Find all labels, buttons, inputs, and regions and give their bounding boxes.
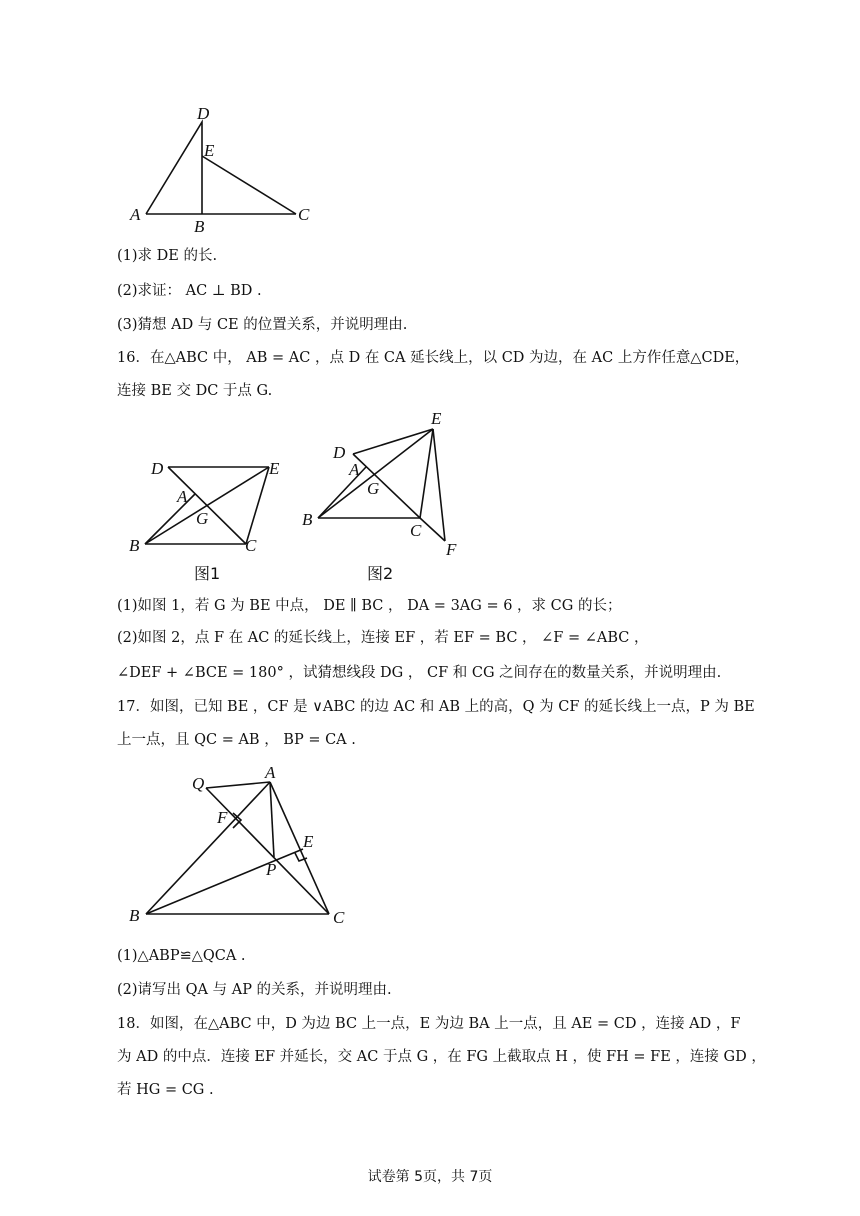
fig16b-segment-CE	[420, 429, 433, 518]
fig16b-segment-DE	[353, 429, 433, 454]
fig17-label-F: F	[217, 808, 228, 827]
fig15-label-D: D	[197, 104, 210, 123]
figure-q16-2	[300, 405, 470, 585]
fig17-segment-QC	[206, 788, 329, 914]
q16-part2-line1: (2)如图 2，点 F 在 AC 的延长线上，连接 EF ，若 EF = BC ， ∠F = ∠ABC ，	[117, 630, 649, 646]
fig16b-label-B: B	[302, 510, 313, 529]
fig17-segment-BE	[146, 849, 303, 914]
figure-q15	[120, 100, 330, 240]
q15-part1: (1)求 DE 的长.	[117, 248, 218, 264]
fig17-segment-AP	[270, 782, 274, 857]
page-footer: 试卷第 5页，共 7页	[367, 1169, 493, 1185]
fig16b-segment-EF	[433, 429, 445, 541]
fig16b-label-C: C	[410, 521, 422, 540]
q16-part1: (1)如图 1，若 G 为 BE 中点， DE ∥ BC ， DA = 3AG = 6 ，求 CG 的长；	[117, 598, 622, 614]
q15-part3: (3)猜想 AD 与 CE 的位置关系，并说明理由.	[117, 317, 408, 333]
fig17-label-C: C	[333, 908, 345, 927]
fig16b-segment-DC	[353, 454, 420, 518]
fig17-label-Q: Q	[192, 774, 205, 793]
q16-part2-line2: ∠DEF + ∠BCE = 180° ，试猜想线段 DG ， CF 和 CG 之间存在的数量关系，并说明理由.	[117, 665, 722, 681]
fig16a-segment-BE	[145, 467, 269, 544]
fig15-label-B: B	[194, 217, 205, 236]
fig15-label-C: C	[298, 205, 310, 224]
figure-q17	[125, 762, 355, 932]
fig16b-label-F: F	[446, 540, 457, 559]
fig17-segment-AB	[146, 782, 270, 914]
fig15-segment-ADB	[146, 122, 202, 214]
fig16b-label-D: D	[333, 443, 346, 462]
q18-line1: 18．如图，在△ABC 中，D 为边 BC 上一点，E 为边 BA 上一点，且 AE = CD ，连接 AD ，F	[117, 1016, 741, 1032]
fig16a-caption: 图1	[194, 564, 221, 583]
q17-stem-line1: 17．如图，已知 BE ，CF 是 ∨ABC 的边 AC 和 AB 上的高，Q 为 CF 的延长线上一点，P 为 BE	[117, 699, 755, 715]
fig16b-label-G: G	[367, 479, 380, 498]
fig16a-label-C: C	[245, 536, 257, 555]
q18-line2: 为 AD 的中点．连接 EF 并延长，交 AC 于点 G ，在 FG 上截取点 H ，使 FH = FE ，连接 GD ，	[117, 1049, 766, 1065]
fig16a-segment-BA	[145, 494, 195, 544]
fig16a-label-D: D	[151, 459, 164, 478]
figure-q16-1	[125, 455, 295, 585]
q16-stem-line1: 16．在△ABC 中， AB = AC ，点 D 在 CA 延长线上，以 CD 为边，在 AC 上方作任意△CDE，	[117, 350, 750, 366]
fig16b-caption: 图2	[367, 564, 394, 583]
fig15-label-E: E	[204, 141, 215, 160]
q17-part2: (2)请写出 QA 与 AP 的关系，并说明理由.	[117, 982, 392, 998]
q18-line3: 若 HG = CG .	[117, 1082, 214, 1098]
q15-part2: (2)求证： AC ⊥ BD .	[117, 283, 262, 299]
q17-stem-line2: 上一点，且 QC = AB ， BP = CA .	[117, 732, 356, 748]
fig17-segment-QA	[206, 782, 270, 788]
q17-part1: (1)△ABP≌△QCA .	[117, 948, 246, 964]
fig17-label-B: B	[129, 906, 140, 925]
fig15-label-A: A	[130, 205, 141, 224]
fig16b-label-A: A	[349, 460, 360, 479]
fig17-label-A: A	[265, 763, 276, 782]
fig17-label-P: P	[266, 860, 277, 879]
fig16a-label-A: A	[177, 487, 188, 506]
fig17-segment-AC	[270, 782, 329, 914]
fig17-label-E: E	[303, 832, 314, 851]
fig16a-label-E: E	[269, 459, 280, 478]
q16-stem-line2: 连接 BE 交 DC 于点 G.	[117, 383, 273, 399]
fig16b-segment-CF	[420, 518, 445, 541]
fig16a-label-B: B	[129, 536, 140, 555]
fig15-segment-EC	[202, 156, 296, 214]
fig16a-label-G: G	[196, 509, 209, 528]
fig16b-label-E: E	[431, 409, 442, 428]
